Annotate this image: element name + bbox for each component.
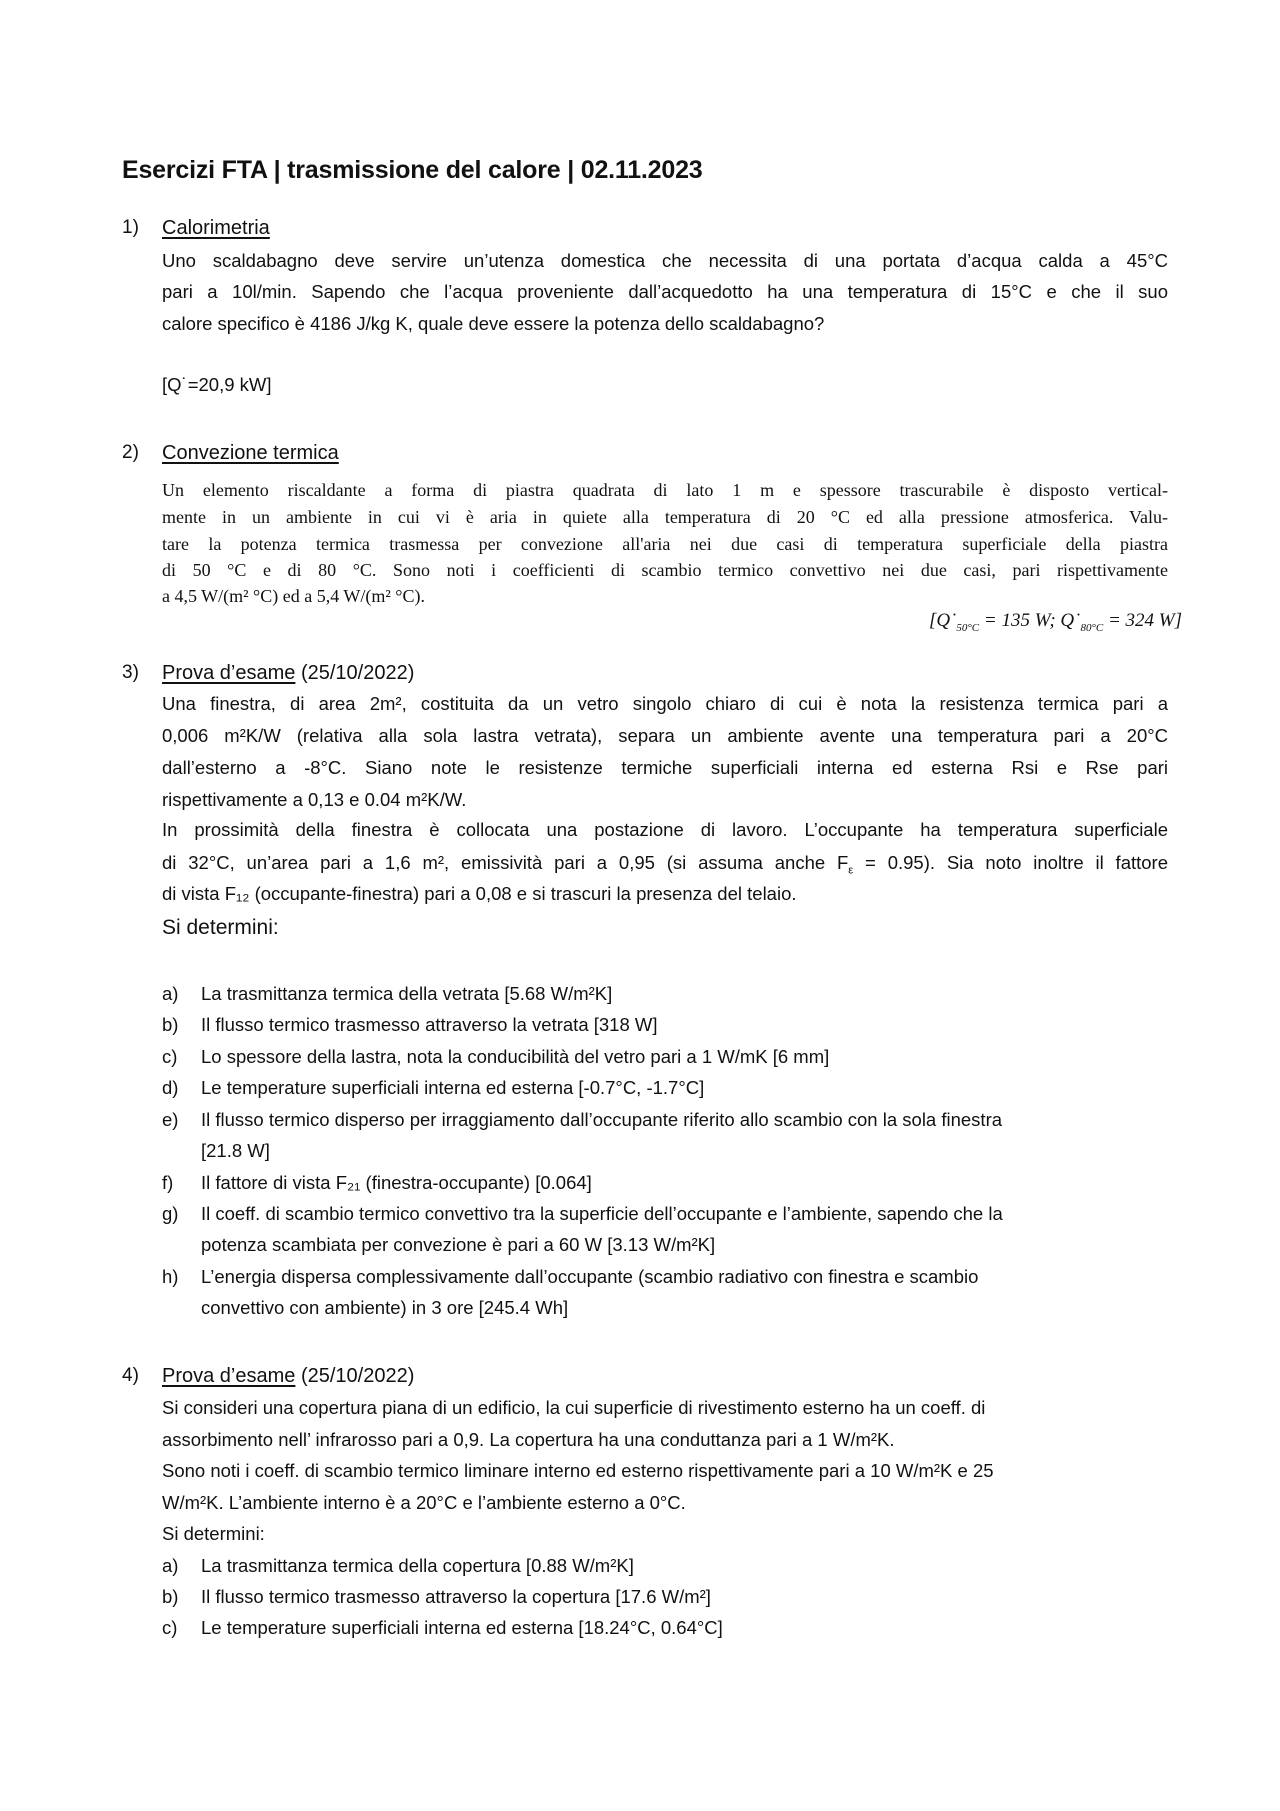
text-line: Una finestra, di area 2m², costituita da un vetro singolo chiaro di cui è nota la resistenza termica pari a [162, 693, 1168, 714]
item-text: Il flusso termico trasmesso attraverso la copertura [17.6 W/m²] [201, 1586, 711, 1607]
item-text: Lo spessore della lastra, nota la conducibilità del vetro pari a 1 W/mK [6 mm] [201, 1046, 830, 1067]
text-line: Un elemento riscaldante a forma di piastra quadrata di lato 1 m e spessore trascurabile è disposto vertical- [162, 480, 1168, 500]
heading-date: (25/10/2022) [295, 662, 415, 684]
text-line: Si determini: [162, 916, 279, 939]
list-item [162, 1616, 723, 1640]
list-item [162, 1554, 634, 1578]
item-label: b) [162, 1586, 179, 1607]
item-label: c) [162, 1617, 178, 1638]
text-line: dall’esterno a -8°C. Siano note le resistenze termiche superficiali interna ed esterna Rsi e Rse pari [162, 757, 1168, 778]
item-continuation: [21.8 W] [201, 1140, 270, 1161]
answer-part: = 135 W; Q˙ [979, 610, 1081, 631]
item-text: Le temperature superficiali interna ed esterna [18.24°C, 0.64°C] [201, 1617, 723, 1638]
list-item [162, 1013, 658, 1037]
exercise-number: 3) [122, 662, 139, 683]
heading-label: Prova d’esame [162, 662, 296, 684]
exercise-number: 2) [122, 442, 139, 463]
list-item [162, 1076, 704, 1100]
text-line: di vista F₁₂ (occupante-finestra) pari a 0,08 e si trascuri la presenza del telaio. [162, 883, 797, 904]
item-label: h) [162, 1266, 179, 1287]
item-label: f) [162, 1172, 174, 1193]
text-line: W/m²K. L’ambiente interno è a 20°C e l’ambiente esterno a 0°C. [162, 1492, 686, 1513]
item-text: Le temperature superficiali interna ed esterna [-0.7°C, -1.7°C] [201, 1077, 705, 1098]
text-line: 0,006 m²K/W (relativa alla sola lastra vetrata), separa un ambiente avente una temperatura pari a 20°C [162, 725, 1168, 746]
answer-part: [Q˙ [928, 610, 957, 631]
text-line: Sono noti i coeff. di scambio termico liminare interno ed esterno rispettivamente pari a 10 W/m²K e 25 [162, 1460, 994, 1481]
text-line: In prossimità della finestra è collocata una postazione di lavoro. L’occupante ha temperatura superficiale [162, 819, 1168, 840]
text-line: Si consideri una copertura piana di un edificio, la cui superficie di rivestimento esterno ha un coeff. di [162, 1397, 986, 1418]
exercise-number: 4) [122, 1365, 139, 1386]
item-label: b) [162, 1014, 179, 1035]
item-text: La trasmittanza termica della copertura [0.88 W/m²K] [201, 1555, 634, 1576]
text-line: di 50 °C e di 80 °C. Sono noti i coefficienti di scambio termico convettivo nei due casi, pari rispettivamente [162, 560, 1168, 580]
exercise-heading [162, 661, 414, 685]
text-line: assorbimento nell’ infrarosso pari a 0,9. La copertura ha una conduttanza pari a 1 W/m²K. [162, 1429, 895, 1450]
text-line: Uno scaldabagno deve servire un’utenza domestica che necessita di una portata d’acqua calda a 45°C [162, 250, 1168, 271]
page-title: Esercizi FTA | trasmissione del calore | 02.11.2023 [122, 156, 703, 184]
item-text: Il fattore di vista F₂₁ (finestra-occupante) [0.064] [201, 1172, 592, 1193]
exercise-heading: Calorimetria [162, 217, 270, 239]
list-item [162, 1108, 1002, 1132]
text-line: mente in un ambiente in cui vi è aria in quiete alla temperatura di 20 °C ed alla pressione atmosferica. Valu- [162, 507, 1168, 527]
list-item [162, 1202, 1003, 1226]
text-part: = 0.95). Sia noto inoltre il fattore [853, 852, 1168, 873]
text-line: rispettivamente a 0,13 e 0.04 m²K/W. [162, 789, 467, 810]
item-text: Il coeff. di scambio termico convettivo tra la superficie dell’occupante e l’ambiente, sapendo che la [201, 1203, 1003, 1224]
answer: [Q˙=20,9 kW] [162, 374, 272, 395]
item-text: Il flusso termico disperso per irraggiamento dall’occupante riferito allo scambio con la sola finestra [201, 1109, 1003, 1130]
text-line: pari a 10l/min. Sapendo che l’acqua proveniente dall’acquedotto ha una temperatura di 15°C e che il suo [162, 281, 1168, 302]
text-line: a 4,5 W/(m² °C) ed a 5,4 W/(m² °C). [162, 586, 425, 606]
exercise-heading: Convezione termica [162, 442, 339, 464]
item-label: d) [162, 1077, 179, 1098]
text-part: di 32°C, un’area pari a 1,6 m², emissività pari a 0,95 (si assuma anche F [162, 852, 849, 873]
list-item [162, 1171, 592, 1195]
exercise-heading [162, 1364, 414, 1388]
item-text: La trasmittanza termica della vetrata [5.68 W/m²K] [201, 983, 613, 1004]
heading-date: (25/10/2022) [295, 1365, 415, 1387]
answer [929, 610, 1182, 634]
item-label: c) [162, 1046, 178, 1067]
text-line: calore specifico è 4186 J/kg K, quale deve essere la potenza dello scaldabagno? [162, 313, 825, 334]
text-line: Si determini: [162, 1523, 265, 1544]
list-item [162, 982, 612, 1006]
answer-subscript: 50°C [956, 621, 980, 634]
text-line: tare la potenza termica trasmessa per convezione all'aria nei due casi di temperatura superficiale della piastra [162, 534, 1168, 554]
item-text: L’energia dispersa complessivamente dall’occupante (scambio radiativo con finestra e scambio [201, 1266, 979, 1287]
list-item [162, 1045, 829, 1069]
heading-label: Prova d’esame [162, 1365, 296, 1387]
item-continuation: convettivo con ambiente) in 3 ore [245.4 Wh] [201, 1297, 569, 1318]
item-text: Il flusso termico trasmesso attraverso la vetrata [318 W] [201, 1014, 658, 1035]
item-label: e) [162, 1109, 179, 1130]
item-continuation: potenza scambiata per convezione è pari a 60 W [3.13 W/m²K] [201, 1234, 716, 1255]
text-subscript: ε [848, 864, 854, 877]
exercise-number: 1) [122, 217, 139, 238]
list-item [162, 1585, 711, 1609]
answer-part: = 324 W] [1103, 610, 1182, 631]
item-label: a) [162, 1555, 179, 1576]
list-item [162, 1265, 978, 1289]
item-label: a) [162, 983, 179, 1004]
text-line [162, 851, 1168, 883]
answer-subscript: 80°C [1080, 621, 1104, 634]
item-label: g) [162, 1203, 179, 1224]
